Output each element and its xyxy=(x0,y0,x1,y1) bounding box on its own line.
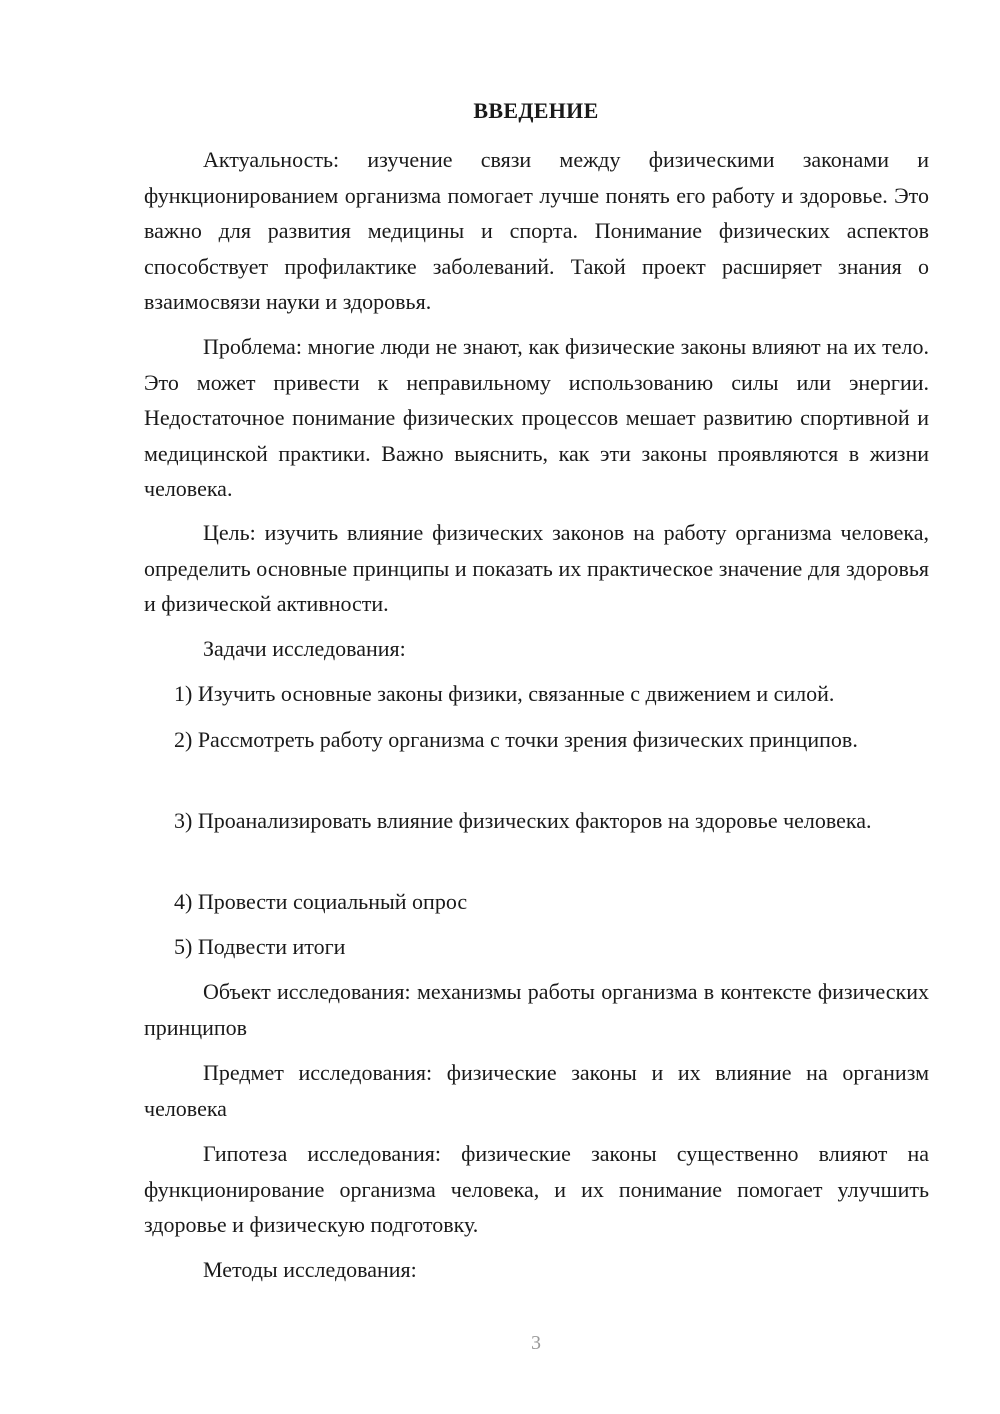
task-item-5: 5) Подвести итоги xyxy=(174,934,346,959)
tasks-title: Задачи исследования: xyxy=(203,636,406,661)
page-number: 3 xyxy=(531,1332,541,1354)
task-item-1: 1) Изучить основные законы физики, связанные с движением и силой. xyxy=(174,681,835,706)
task-item-4: 4) Провести социальный опрос xyxy=(174,889,468,914)
paragraph-methods: Методы исследования: xyxy=(203,1257,417,1282)
paragraph-actuality: Актуальность: изучение связи между физическими законами и функционированием организма помогает лучше понять его работу и здоровье. Это важно для развития медицины и спорта. Понимание физических аспектов способствует профилактике заболеваний. Такой проект расширяет знания о взаимосвязи науки и здоровья. xyxy=(144,147,929,314)
task-item-2: 2) Рассмотреть работу организма с точки зрения физических принципов. xyxy=(174,727,858,752)
paragraph-goal: Цель: изучить влияние физических законов на работу организма человека, определить основные принципы и показать их практическое значение для здоровья и физической активности. xyxy=(144,520,929,616)
task-item-3: 3) Проанализировать влияние физических факторов на здоровье человека. xyxy=(174,808,872,833)
paragraph-hypothesis: Гипотеза исследования: физические законы существенно влияют на функционирование организма человека, и их понимание помогает улучшить здоровье и физическую подготовку. xyxy=(144,1141,929,1237)
paragraph-object: Объект исследования: механизмы работы организма в контексте физических принципов xyxy=(144,979,929,1040)
paragraph-problem: Проблема: многие люди не знают, как физические законы влияют на их тело. Это может привести к неправильному использованию силы или энергии. Недостаточное понимание физических процессов мешает развитию спортивной и медицинской практики. Важно выяснить, как эти законы проявляются в жизни человека. xyxy=(144,334,929,501)
page-title: ВВЕДЕНИЕ xyxy=(473,98,599,123)
paragraph-subject: Предмет исследования: физические законы и их влияние на организм человека xyxy=(144,1060,929,1121)
